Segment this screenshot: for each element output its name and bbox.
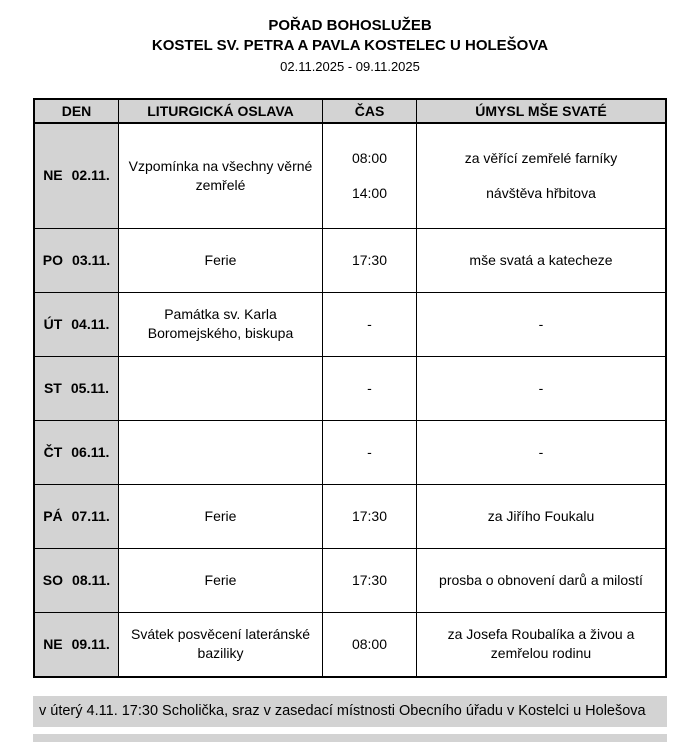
intention-cell: - (538, 443, 544, 460)
bottom-divider (33, 734, 667, 742)
table-row (35, 612, 665, 676)
day-date: 09.11. (71, 635, 110, 652)
table-header-row (35, 100, 665, 124)
day-cell (35, 229, 119, 292)
intention-cell: prosba o obnovení darů a milostí (439, 571, 643, 588)
table-row (35, 548, 665, 612)
table-row (35, 124, 665, 228)
time-cell: - (323, 357, 417, 420)
page-title: POŘAD BOHOSLUŽEB (268, 17, 432, 34)
day-cell (35, 613, 119, 676)
celebration-cell: Ferie (119, 485, 323, 548)
day-abbr: ČT (43, 443, 63, 460)
celebration-cell: Ferie (119, 229, 323, 292)
day-date: 07.11. (71, 507, 110, 524)
intention-cell: - (538, 315, 544, 332)
table-row (35, 228, 665, 292)
day-date: 02.11. (71, 167, 110, 184)
time-value: 14:00 (351, 185, 388, 202)
day-abbr: PO (42, 251, 64, 268)
day-abbr: PÁ (43, 507, 63, 524)
column-header-den: DEN (35, 100, 119, 122)
column-header-cas: ČAS (323, 100, 417, 122)
time-cell: 17:30 (323, 485, 417, 548)
column-header-umysl: ÚMYSL MŠE SVATÉ (475, 102, 607, 119)
day-abbr: ÚT (43, 315, 63, 332)
day-date: 05.11. (70, 379, 110, 396)
day-date: 03.11. (72, 251, 111, 268)
celebration-cell: Památka sv. Karla Boromejského, biskupa (119, 293, 323, 356)
schedule-table (33, 98, 667, 678)
time-cell: 08:00 (323, 613, 417, 676)
celebration-cell: Vzpomínka na všechny věrné zemřelé (119, 124, 323, 228)
celebration-cell (119, 357, 323, 420)
intention-cell: mše svatá a katecheze (469, 251, 613, 268)
day-abbr: SO (42, 571, 64, 588)
table-row (35, 356, 665, 420)
intention-cell: - (538, 379, 544, 396)
footer-note: v úterý 4.11. 17:30 Scholička, sraz v zasedací místnosti Obecního úřadu v Kostelci u Holešova (33, 696, 667, 727)
day-cell (35, 357, 119, 420)
time-cell: - (323, 293, 417, 356)
celebration-cell (119, 421, 323, 484)
time-cell (323, 124, 417, 228)
document-header (33, 16, 667, 76)
intention-cell (417, 124, 665, 228)
day-date: 08.11. (72, 571, 111, 588)
day-cell (35, 485, 119, 548)
day-abbr: NE (43, 167, 63, 184)
day-cell (35, 124, 119, 228)
intention-value: návštěva hřbitova (486, 185, 596, 202)
day-cell (35, 293, 119, 356)
table-row (35, 292, 665, 356)
date-range: 02.11.2025 - 09.11.2025 (280, 58, 420, 74)
intention-cell: za Jiřího Foukalu (487, 507, 595, 524)
celebration-cell: Ferie (119, 549, 323, 612)
time-cell: 17:30 (323, 549, 417, 612)
column-header-liturgicka-oslava: LITURGICKÁ OSLAVA (119, 100, 323, 122)
day-abbr: ST (43, 379, 62, 396)
day-cell (35, 421, 119, 484)
celebration-cell: Svátek posvěcení lateránské baziliky (119, 613, 323, 676)
day-cell (35, 549, 119, 612)
intention-value: za věřící zemřelé farníky (464, 149, 618, 166)
table-row (35, 484, 665, 548)
page-subtitle: KOSTEL SV. PETRA A PAVLA KOSTELEC U HOLEŠOVA (151, 36, 549, 54)
time-cell: 17:30 (323, 229, 417, 292)
intention-cell: za Josefa Roubalíka a živou a zemřelou rodinu (447, 626, 635, 662)
day-date: 04.11. (71, 315, 110, 332)
time-value: 08:00 (351, 149, 388, 166)
time-cell: - (323, 421, 417, 484)
day-date: 06.11. (71, 443, 110, 460)
table-row (35, 420, 665, 484)
day-abbr: NE (43, 635, 63, 652)
